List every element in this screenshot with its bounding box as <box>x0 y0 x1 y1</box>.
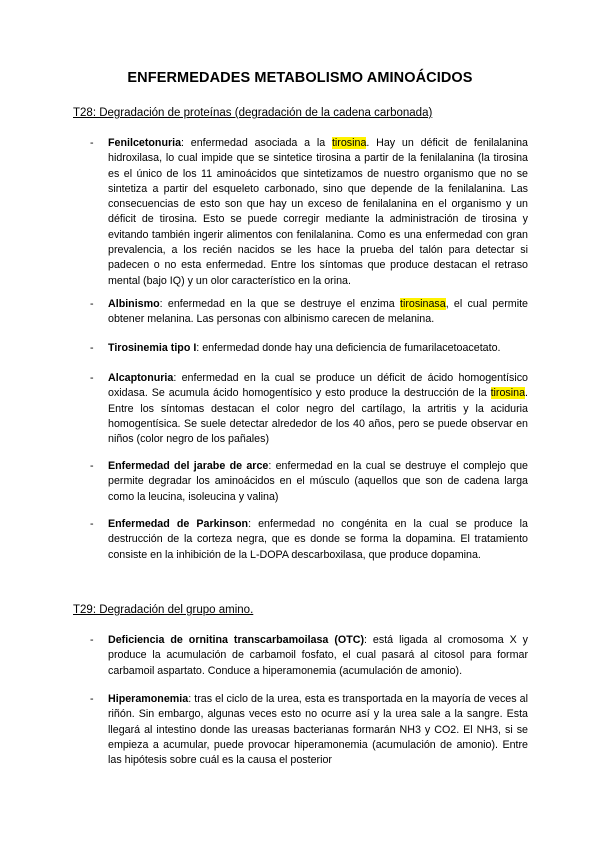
item-text: : enfermedad asociada a la <box>181 137 332 149</box>
item-text: : enfermedad no congénita en la cual se produce la destrucción de la corteza negra, que es donde se forma la dopamina. El tratamiento consiste en la inhibición de la L-DOPA descarboxilasa, que produce dopamina. <box>108 518 528 561</box>
item-term: Hiperamonemia <box>108 693 189 705</box>
bullet-dash: - <box>90 693 94 705</box>
page-title: ENFERMEDADES METABOLISMO AMINOÁCIDOS <box>127 70 473 86</box>
item-term: Enfermedad del jarabe de arce <box>108 460 269 472</box>
item-term: Enfermedad de Parkinson <box>108 518 249 530</box>
item-term: Deficiencia de ornitina transcarbamoilasa (OTC) <box>108 634 365 646</box>
item-term: Tirosinemia tipo I <box>108 342 197 354</box>
bullet-dash: - <box>90 137 94 149</box>
list-item-tirosinemia <box>90 341 528 356</box>
item-text: : está ligada al cromosoma X y produce la acumulación de carbamoil fosfato, el cual pasará al citosol para formar carbamoil aspartato. Conduce a hiperamonemia (acumulación de amonio). <box>108 634 528 677</box>
item-term: Alcaptonuria <box>108 372 174 384</box>
section-heading-t29: T29: Degradación del grupo amino. <box>73 604 254 616</box>
list-item-jarabe-de-arce <box>90 459 528 505</box>
list-item-albinismo <box>90 297 528 328</box>
item-term: Albinismo <box>108 298 160 310</box>
highlighted-word: tirosinasa <box>399 298 446 310</box>
item-text: : enfermedad en la cual se destruye el complejo que permite degradar los aminoácidos en el músculo (aquellos que son de cadena larga como la leucina, isoleucina y valina) <box>108 460 528 503</box>
section-heading-t28: T28: Degradación de proteínas (degradación de la cadena carbonada) <box>73 107 433 119</box>
bullet-dash: - <box>90 372 94 384</box>
bullet-dash: - <box>90 460 94 472</box>
bullet-dash: - <box>90 518 94 530</box>
list-item-deficiencia-otc <box>90 633 528 679</box>
bullet-dash: - <box>90 342 94 354</box>
bullet-dash: - <box>90 298 94 310</box>
list-item-fenilcetonuria <box>90 136 528 289</box>
highlighted-word: tirosina <box>331 137 367 149</box>
item-text-continued: , el cual permite obtener melanina. Las personas con albinismo carecen de melanina. <box>108 298 528 326</box>
list-item-hiperamonemia <box>90 692 528 768</box>
list-item-alcaptonuria <box>90 371 528 447</box>
item-text: : enfermedad en la cual se produce un déficit de ácido homogentísico oxidasa. Se acumula ácido homogentísico y esto produce la destrucción de la <box>108 372 528 400</box>
item-text: : enfermedad donde hay una deficiencia de fumarilacetoacetato. <box>196 342 501 354</box>
bullet-dash: - <box>90 634 94 646</box>
item-text: : tras el ciclo de la urea, esta es transportada en la mayoría de veces al riñón. Sin embargo, algunas veces esto no ocurre así y la urea sale a la sangre. Esta llegará al intestino donde las ureasas bacterianas formarán NH3 y CO2. El NH3, si se empieza a acumular, puede provocar hiperamonemia (acumulación de amonio). Entre las hipótesis sobre cuál es la causa el posterior <box>108 693 528 767</box>
list-item-parkinson <box>90 517 528 563</box>
item-text-continued: . Hay un déficit de fenilalanina hidroxilasa, lo cual impide que se sintetice tirosina a partir de la fenilalanina (la tirosina es el único de los 11 aminoácidos que sintetizamos de nuestro organismo que no se sintetiza a partir del esqueleto carbonado, sino que depende de la fenilalanina. Las consecuencias de esto son que hay un exceso de fenilalanina en el organismo y un déficit de tirosina. Esto se puede corregir mediante la administración de tirosina y evitando también ingerir alimentos con fenilalanina. Como es una enfermedad con gran prevalencia, a los recién nacidos se les hace la prueba del talón para detectar si padecen o no esta enfermedad. Entre los síntomas que produce destacan el retraso mental (bajo IQ) y un olor característico en la orina. <box>108 137 528 287</box>
item-text: : enfermedad en la que se destruye el enzima <box>159 298 400 310</box>
item-text-continued: . Entre los síntomas destacan el color negro del cartílago, la artritis y la aciduria homogentísica. Se suele detectar alrededor de los 40 años, pero se puede observar en niños (color negro de los pañales) <box>108 387 528 446</box>
highlighted-word: tirosina <box>490 387 526 400</box>
item-term: Fenilcetonuria <box>108 137 182 149</box>
